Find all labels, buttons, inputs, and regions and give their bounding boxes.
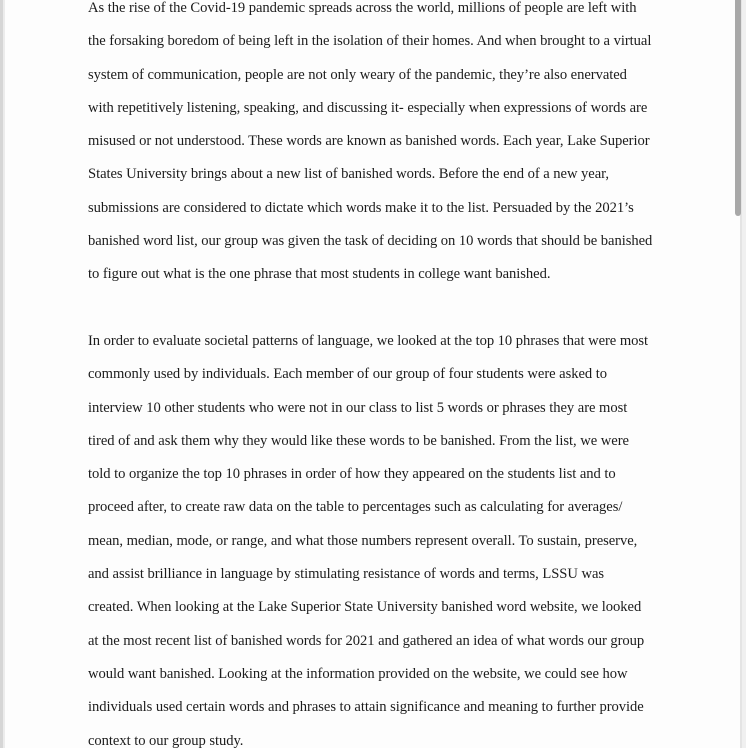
text-line: the forsaking boredom of being left in the isolation of their homes. And when brought to a virtual bbox=[88, 33, 652, 50]
text-line: told to organize the top 10 phrases in order of how they appeared on the students list and to bbox=[88, 466, 616, 483]
text-line: As the rise of the Covid-19 pandemic spreads across the world, millions of people are left with bbox=[88, 0, 637, 16]
text-line: to figure out what is the one phrase that most students in college want banished. bbox=[88, 266, 551, 283]
paragraph-spacer bbox=[88, 292, 668, 325]
text-line: proceed after, to create raw data on the table to percentages such as calculating for averages/ bbox=[88, 499, 623, 516]
text-line: misused or not understood. These words are known as banished words. Each year, Lake Superior bbox=[88, 133, 650, 150]
right-border bbox=[742, 0, 746, 748]
text-line: banished word list, our group was given the task of deciding on 10 words that should be banished bbox=[88, 233, 653, 250]
text-line: interview 10 other students who were not in our class to list 5 words or phrases they are most bbox=[88, 399, 628, 416]
document-page bbox=[88, 0, 668, 748]
text-line: commonly used by individuals. Each member of our group of four students were asked to bbox=[88, 366, 607, 383]
text-line: individuals used certain words and phrases to attain significance and meaning to further provide bbox=[88, 699, 644, 716]
text-line: would want banished. Looking at the information provided on the website, we could see how bbox=[88, 665, 628, 682]
text-line: with repetitively listening, speaking, and discussing it- especially when expressions of words are bbox=[88, 99, 648, 116]
text-line: and assist brilliance in language by stimulating resistance of words and terms, LSSU was bbox=[88, 566, 605, 583]
text-line: created. When looking at the Lake Superior State University banished word website, we looked bbox=[88, 599, 642, 616]
paragraph-2 bbox=[88, 325, 668, 748]
scrollbar-thumb[interactable] bbox=[735, 0, 741, 216]
paragraph-1 bbox=[88, 0, 668, 292]
text-line: context to our group study. bbox=[88, 732, 244, 748]
left-border-shadow bbox=[3, 0, 5, 748]
text-line: submissions are considered to dictate which words make it to the list. Persuaded by the 2021’s bbox=[88, 199, 634, 216]
text-line: tired of and ask them why they would like these words to be banished. From the list, we were bbox=[88, 432, 629, 449]
text-line: In order to evaluate societal patterns of language, we looked at the top 10 phrases that were most bbox=[88, 332, 649, 349]
text-line: system of communication, people are not only weary of the pandemic, they’re also enervated bbox=[88, 66, 627, 83]
text-line: mean, median, mode, or range, and what those numbers represent overall. To sustain, preserve, bbox=[88, 532, 638, 549]
text-line: States University brings about a new list of banished words. Before the end of a new year, bbox=[88, 166, 609, 183]
text-line: at the most recent list of banished words for 2021 and gathered an idea of what words our group bbox=[88, 632, 645, 649]
